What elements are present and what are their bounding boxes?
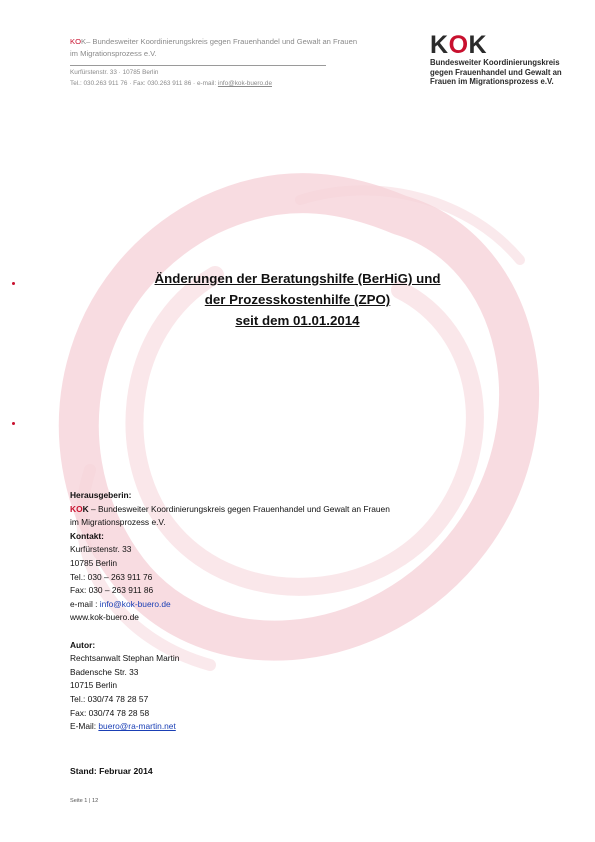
header-organization: [70, 36, 400, 59]
logo-letter-o: O: [448, 31, 469, 59]
publisher-email-link[interactable]: info@kok-buero.de: [99, 598, 171, 609]
header-kok-k: K: [80, 37, 87, 46]
logo-sub-line3: Frauen im Migrationsprozess e.V.: [430, 77, 554, 87]
logo-letter-k2: K: [468, 31, 488, 59]
publisher-street: Kurfürstenstr. 33: [70, 544, 132, 555]
author-tel: Tel.: 030/74 78 28 57: [70, 693, 149, 704]
title-line2: der Prozesskostenhilfe (ZPO): [204, 292, 391, 307]
header-org-line2: im Migrationsprozess e.V.: [70, 48, 157, 58]
publisher-city: 10785 Berlin: [70, 557, 118, 568]
publisher-org: [70, 503, 510, 517]
document-title: [80, 268, 515, 331]
page-number: Seite 1 | 12: [70, 798, 99, 804]
kok-logo: [430, 33, 570, 87]
publisher-kok-k2: K: [82, 503, 89, 514]
margin-bullet: [12, 282, 15, 285]
publisher-kok-k1: K: [70, 503, 77, 514]
author-email-link[interactable]: buero@ra-martin.net: [98, 721, 176, 732]
kok-logo-subtitle: [430, 58, 570, 87]
author-email-label: E-Mail:: [70, 721, 99, 732]
header-divider: [70, 65, 326, 66]
author-heading: Autor:: [70, 639, 96, 650]
kok-logo-mark: [430, 33, 570, 57]
author-street: Badensche Str. 33: [70, 666, 139, 677]
publisher-org-line2: im Migrationsprozess e.V.: [70, 517, 166, 528]
publisher-org-name: – Bundesweiter Koordinierungskreis gegen Frauenhandel und Gewalt an Frauen: [88, 503, 390, 514]
header-kok-ko: KO: [70, 37, 81, 46]
contact-heading: Kontakt:: [70, 530, 104, 541]
imprint-block: [70, 489, 510, 734]
margin-bullet: [12, 422, 15, 425]
header-address-line2: Tel.: 030.263 911 76 · Fax: 030.263 911 86 · e-mail:: [70, 79, 218, 87]
header-org-name: – Bundesweiter Koordinierungskreis gegen Frauenhandel und Gewalt an Frauen: [86, 37, 358, 46]
header-address: [70, 68, 370, 89]
publisher-fax: Fax: 030 – 263 911 86: [70, 585, 154, 596]
publisher-heading: Herausgeberin:: [70, 490, 132, 500]
publisher-email-label: e-mail :: [70, 598, 100, 609]
publisher-tel: Tel.: 030 – 263 911 76: [70, 571, 153, 582]
logo-letter-k1: K: [430, 31, 449, 59]
logo-sub-line1: Bundesweiter Koordinierungskreis: [430, 58, 560, 67]
logo-sub-line2: gegen Frauenhandel und Gewalt an: [430, 67, 562, 77]
header-email-link[interactable]: info@kok-buero.de: [217, 79, 272, 87]
publisher-kok-o: O: [76, 503, 83, 514]
author-name: Rechtsanwalt Stephan Martin: [70, 653, 180, 664]
author-city: 10715 Berlin: [70, 680, 118, 691]
title-line3: seit dem 01.01.2014: [235, 313, 360, 328]
document-date: Stand: Februar 2014: [70, 766, 153, 776]
author-fax: Fax: 030/74 78 28 58: [70, 707, 150, 718]
publisher-website: www.kok-buero.de: [70, 612, 139, 623]
header-address-line1: Kurfürstenstr. 33 · 10785 Berlin: [70, 69, 159, 76]
title-line1: Änderungen der Beratungshilfe (BerHiG) und: [154, 271, 441, 286]
